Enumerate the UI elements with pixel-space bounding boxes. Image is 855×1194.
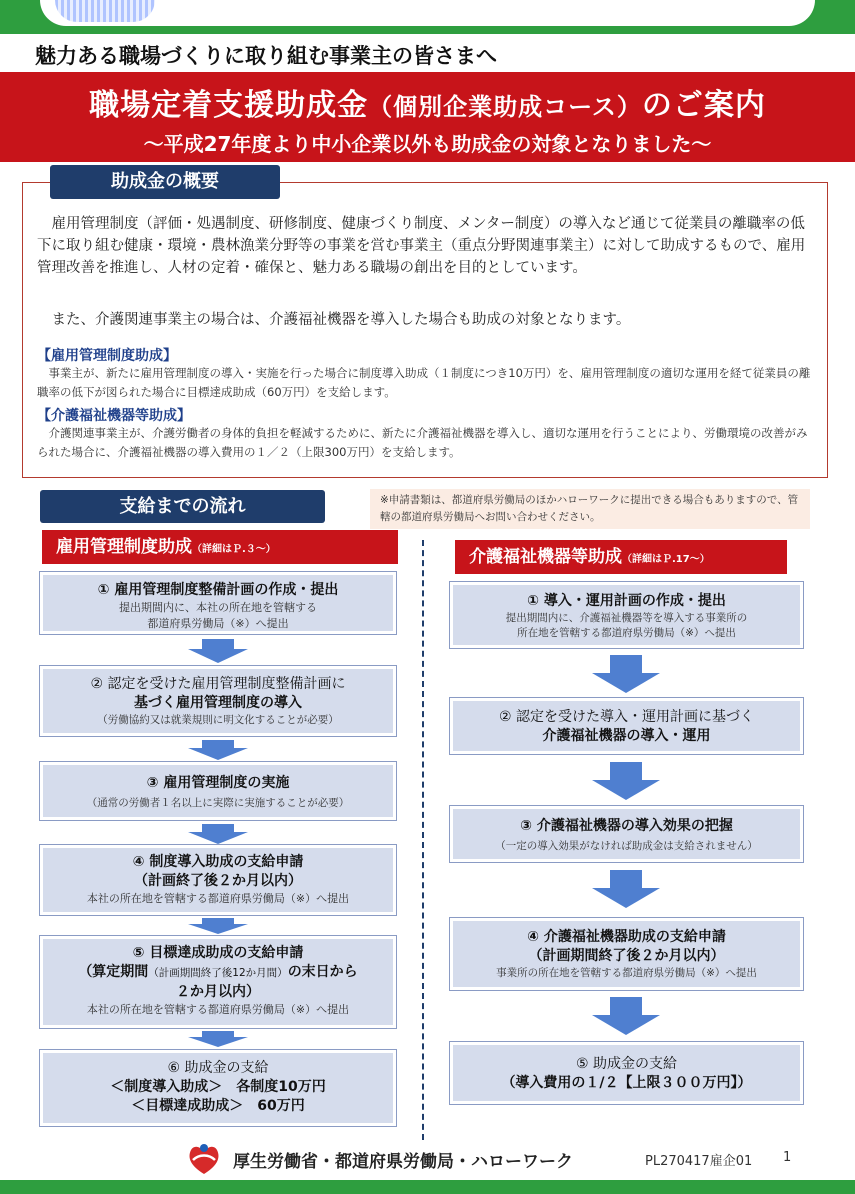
top-green-bar bbox=[0, 0, 855, 34]
overview-text-care: 介護関連事業主が、介護労働者の身体的負担を軽減するために、新たに介護福祉機器を導入し、適切な運用を行うことにより、労働環境の改善がみられた場合に、介護福祉機器の導入費用の１／２（上限300万円）を支給します。 bbox=[37, 426, 808, 459]
left-step-2-line3: （労働協約又は就業規則に明文化することが必要） bbox=[97, 714, 339, 726]
left-header-label: 雇用管理制度助成 bbox=[56, 537, 192, 557]
left-step-4-title: ④ 制度導入助成の支給申請 bbox=[132, 854, 304, 870]
left-step-2-line2: 基づく雇用管理制度の導入 bbox=[134, 695, 302, 711]
overview-box bbox=[22, 182, 828, 478]
overview-tab: 助成金の概要 bbox=[50, 165, 280, 199]
left-step-5-line4: 本社の所在地を管轄する都道府県労働局（※）へ提出 bbox=[86, 1003, 350, 1016]
left-step-5 bbox=[40, 936, 396, 1028]
bottom-green-bar bbox=[0, 1180, 855, 1194]
right-step-1-line2: 提出期間内に、介護福祉機器等を導入する事業所の bbox=[505, 612, 748, 624]
right-step-4-line2: （計画期間終了後２か月以内） bbox=[528, 948, 725, 964]
right-step-1 bbox=[450, 582, 803, 648]
left-step-6-line3: ＜目標達成助成＞ 60万円 bbox=[131, 1098, 305, 1114]
right-step-5 bbox=[450, 1042, 803, 1104]
left-column-header bbox=[42, 530, 398, 564]
left-step-5-line2b: （計画期間終了後12か月間） bbox=[148, 967, 288, 979]
right-column-header bbox=[455, 540, 787, 574]
left-step-1-line3: 都道府県労働局（※）へ提出 bbox=[147, 617, 289, 630]
page-title bbox=[0, 72, 855, 124]
left-step-6 bbox=[40, 1050, 396, 1126]
title-paren: （個別企業助成コース） bbox=[368, 93, 642, 121]
right-header-label: 介護福祉機器等助成 bbox=[469, 547, 622, 567]
left-step-4-line3: 本社の所在地を管轄する都道府県労働局（※）へ提出 bbox=[86, 892, 350, 905]
left-step-5-line2c: の末日から bbox=[287, 964, 358, 980]
left-step-5-line2a: （算定期間 bbox=[78, 964, 149, 980]
title-end: のご案内 bbox=[641, 88, 766, 123]
right-step-3 bbox=[450, 806, 803, 862]
top-white-band bbox=[40, 0, 815, 26]
right-step-3-line2: （一定の導入効果がなければ助成金は支給されません） bbox=[495, 840, 758, 852]
left-step-3-line2: （通常の労働者１名以上に実際に実施することが必要） bbox=[86, 797, 350, 809]
left-step-4 bbox=[40, 845, 396, 915]
right-step-5-title: ⑤ 助成金の支給 bbox=[575, 1056, 677, 1072]
right-step-1-title: ① 導入・運用計画の作成・提出 bbox=[527, 593, 726, 609]
title-subbanner: ～平成27年度より中小企業以外も助成金の対象となりました～ bbox=[143, 132, 712, 156]
overview-paragraph-2: また、介護関連事業主の場合は、介護福祉機器を導入した場合も助成の対象となります。 bbox=[37, 312, 631, 328]
left-step-3-title: ③ 雇用管理制度の実施 bbox=[146, 775, 290, 791]
left-step-1-title: ① 雇用管理制度整備計画の作成・提出 bbox=[97, 582, 339, 598]
right-step-4 bbox=[450, 918, 803, 990]
right-step-2-line2: 介護福祉機器の導入・運用 bbox=[542, 728, 711, 744]
left-step-6-title: ⑥ 助成金の支給 bbox=[167, 1060, 269, 1076]
overview-heading-employment: 【雇用管理制度助成】 bbox=[37, 348, 177, 364]
flow-tab: 支給までの流れ bbox=[40, 490, 325, 523]
right-step-2-title: ② 認定を受けた導入・運用計画に基づく bbox=[499, 709, 754, 725]
audience-heading: 魅力ある職場づくりに取り組む事業主の皆さまへ bbox=[35, 44, 497, 68]
right-step-2 bbox=[450, 698, 803, 754]
right-step-1-line3: 所在地を管轄する都道府県労働局（※）へ提出 bbox=[517, 627, 736, 639]
right-step-4-title: ④ 介護福祉機器助成の支給申請 bbox=[527, 929, 726, 945]
top-decoration bbox=[55, 0, 155, 22]
right-step-3-title: ③ 介護福祉機器の導入効果の把握 bbox=[520, 818, 733, 834]
footer bbox=[185, 1138, 805, 1178]
left-step-1 bbox=[40, 572, 396, 634]
footer-code: PL270417雇企01 bbox=[645, 1154, 753, 1169]
right-step-5-line2: （導入費用の１/２【上限３００万円】） bbox=[501, 1075, 752, 1091]
left-header-detail: （詳細はＰ.３～） bbox=[192, 544, 276, 555]
right-step-4-line3: 事業所の所在地を管轄する都道府県労働局（※）へ提出 bbox=[496, 967, 757, 979]
overview-paragraph-1: 雇用管理制度（評価・処遇制度、研修制度、健康づくり制度、メンター制度）の導入など通じて従業員の離職率の低下に取り組む健康・環境・農林漁業分野等の事業を営む事業主（重点分野関連事業主）に対して助成するもので、雇用管理改善を推進し、人材の定着・確保と、魅力ある職場の創出を目的としています。 bbox=[37, 216, 806, 276]
flow-note: ※申請書類は、都道府県労働局のほかハローワークに提出できる場合もありますので、管轄の都道府県労働局へお問い合わせください。 bbox=[370, 489, 810, 529]
footer-organization: 厚生労働省・都道府県労働局・ハローワーク bbox=[233, 1152, 573, 1172]
left-step-1-line2: 提出期間内に、本社の所在地を管轄する bbox=[119, 601, 317, 614]
left-step-3 bbox=[40, 762, 396, 820]
left-step-2 bbox=[40, 666, 396, 736]
left-step-5-title: ⑤ 目標達成助成の支給申請 bbox=[132, 945, 304, 961]
left-step-2-title: ② 認定を受けた雇用管理制度整備計画に bbox=[90, 676, 346, 692]
overview-heading-care: 【介護福祉機器等助成】 bbox=[37, 408, 191, 424]
overview-text-employment: 事業主が、新たに雇用管理制度の導入・実施を行った場合に制度導入助成（１制度につき10万円）を、雇用管理制度の適切な運用を経て従業員の離職率の低下が図られた場合に目標達成助成（60万円）を支給します。 bbox=[37, 366, 811, 399]
page-number: 1 bbox=[783, 1150, 792, 1165]
left-step-5-line2 bbox=[43, 963, 393, 983]
left-step-5-line3: ２か月以内） bbox=[176, 984, 260, 1000]
right-header-detail: （詳細はＰ.17～） bbox=[622, 554, 710, 565]
left-step-6-line2: ＜制度導入助成＞ 各制度10万円 bbox=[110, 1079, 326, 1095]
ministry-logo-icon bbox=[185, 1140, 223, 1176]
title-main: 職場定着支援助成金 bbox=[89, 88, 369, 123]
column-divider bbox=[422, 540, 424, 1140]
title-banner bbox=[0, 72, 855, 162]
left-step-4-line2: （計画終了後２か月以内） bbox=[134, 873, 302, 889]
